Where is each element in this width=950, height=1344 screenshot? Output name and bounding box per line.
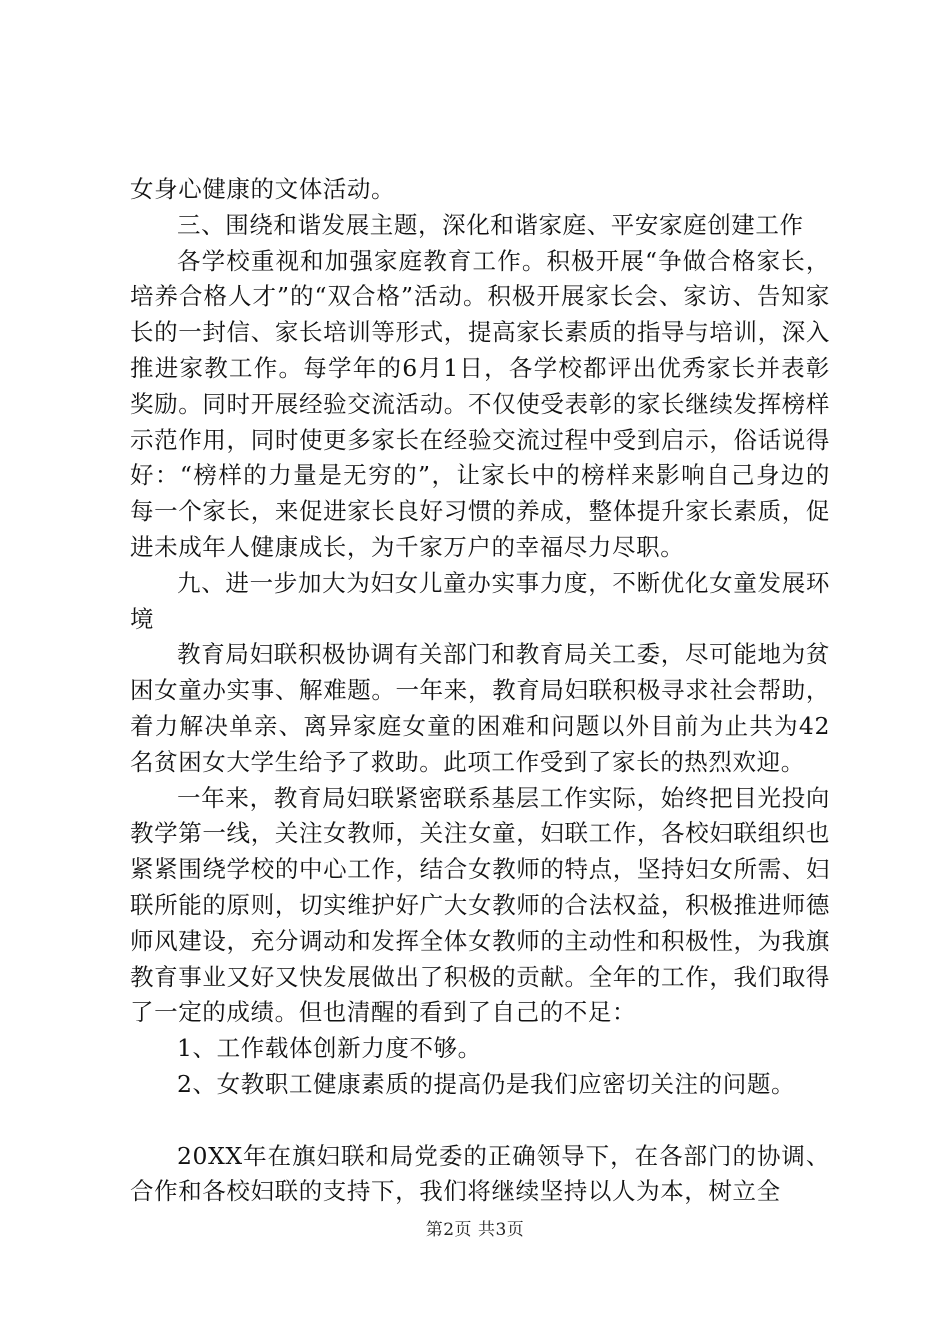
section-heading-three: 三、围绕和谐发展主题，深化和谐家庭、平安家庭创建工作 <box>177 210 804 239</box>
paragraph-family-education: 各学校重视和加强家庭教育工作。积极开展“争做合格家长，培养合格人才”的“双合格”活动。积极开展家长会、家访、告知家长的一封信、家长培训等形式，提高家长素质的指导与培训，深入推进家教工作。每学年的6月1日，各学校都评出优秀家长并表彰奖励。同时开展经验交流活动。不仅使受表彰的家长继续发挥榜样示范作用，同时使更多家长在经验交流过程中受到启示，俗话说得好：“榜样的力量是无穷的”，让家长中的榜样来影响自己身边的每一个家长，来促进家长良好习惯的养成，整体提升家长素质，促进未成年人健康成长，为千家万户的幸福尽力尽职。 <box>130 246 830 561</box>
page-number-footer: 第2页 共3页 <box>425 1220 525 1240</box>
paragraph-continuation: 女身心健康的文体活动。 <box>130 175 396 203</box>
paragraph-year-summary: 一年来，教育局妇联紧密联系基层工作实际，始终把目光投向教学第一线，关注女教师，关注女童，妇联工作，各校妇联组织也紧紧围绕学校的中心工作，结合女教师的特点，坚持妇女所需、妇联所能的原则，切实维护好广大女教师的合法权益，积极推进师德师风建设，充分调动和发挥全体女教师的主动性和积极性，为我旗教育事业又好又快发展做出了积极的贡献。全年的工作，我们取得了一定的成绩。但也清醒的看到了自己的不足： <box>130 783 830 1027</box>
paragraph-spacer <box>130 1103 830 1139</box>
paragraph-next-year-plan: 20XX年在旗妇联和局党委的正确领导下，在各部门的协调、合作和各校妇联的支持下，我们将继续坚持以人为本，树立全 <box>130 1141 830 1206</box>
list-item-shortcoming-1: 1、工作载体创新力度不够。 <box>177 1034 482 1063</box>
section-heading-nine: 九、进一步加大为妇女儿童办实事力度，不断优化女童发展环境 <box>130 568 830 633</box>
list-item-shortcoming-2: 2、女教职工健康素质的提高仍是我们应密切关注的问题。 <box>177 1069 796 1098</box>
paragraph-aid-girls: 教育局妇联积极协调有关部门和教育局关工委，尽可能地为贫困女童办实事、解难题。一年来，教育局妇联积极寻求社会帮助，着力解决单亲、离异家庭女童的困难和问题以外目前为止共为42名贫困女大学生给予了救助。此项工作受到了家长的热烈欢迎。 <box>130 640 830 776</box>
document-body <box>130 172 830 1210</box>
